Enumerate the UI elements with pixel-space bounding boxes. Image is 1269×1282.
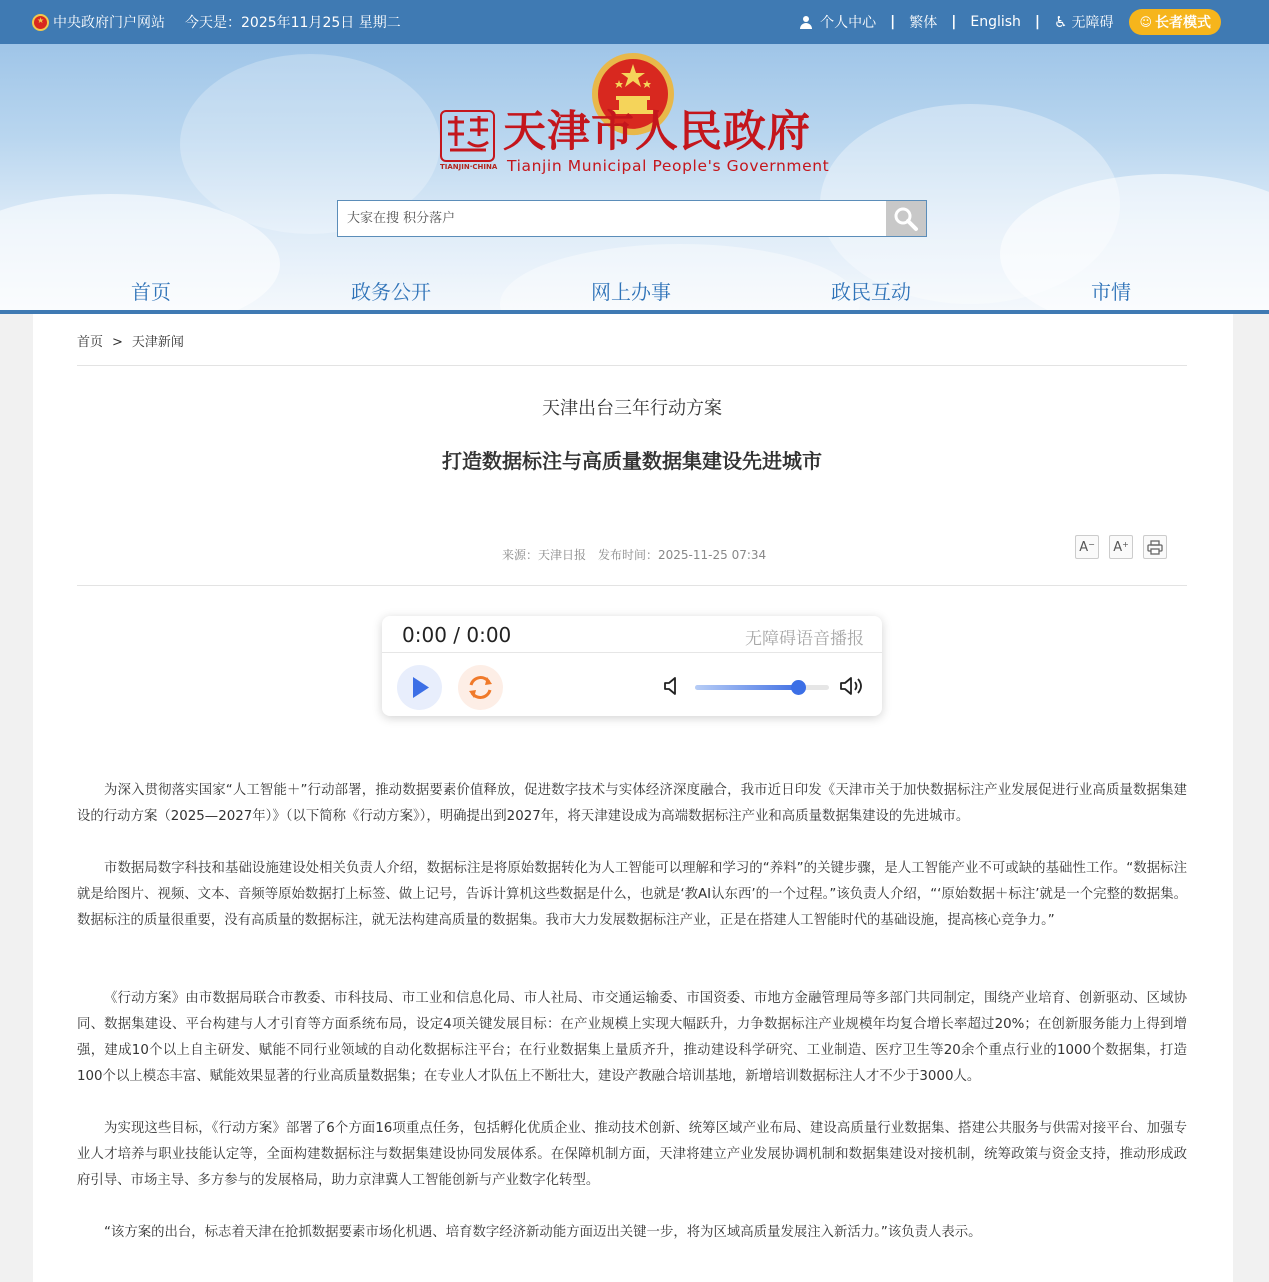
font-smaller-button[interactable] — [1075, 535, 1099, 559]
audio-player — [382, 616, 882, 716]
volume-high-icon[interactable] — [839, 675, 865, 697]
accessibility-icon: ♿ — [1054, 13, 1068, 31]
nav-gov-affairs[interactable]: 政务公开 — [351, 280, 431, 304]
nav-interaction[interactable]: 政民互动 — [831, 280, 911, 304]
accessibility-link[interactable]: 无障碍 — [1071, 15, 1114, 31]
play-icon — [397, 665, 442, 710]
traditional-chinese-link[interactable]: 繁体 — [909, 15, 938, 31]
player-divider — [382, 652, 882, 653]
font-smaller-sign: − — [1088, 539, 1095, 549]
article-subtitle: 天津出台三年行动方案 — [542, 398, 722, 419]
play-button[interactable] — [397, 665, 442, 710]
search-input[interactable] — [338, 201, 886, 236]
header-banner — [0, 44, 1269, 310]
user-icon — [800, 16, 812, 29]
search-icon — [893, 206, 919, 232]
volume-knob[interactable] — [791, 680, 806, 695]
print-icon — [1147, 540, 1163, 555]
elder-mode-button[interactable] — [1129, 9, 1221, 35]
nav-city-info[interactable]: 市情 — [1091, 280, 1131, 304]
replay-icon — [458, 665, 503, 710]
top-bar-right — [800, 0, 1221, 44]
separator: | — [1034, 14, 1041, 30]
site-title-en: Tianjin Municipal People's Government — [507, 157, 830, 175]
breadcrumb — [77, 331, 184, 350]
top-bar-left — [32, 0, 401, 44]
nav-home[interactable]: 首页 — [131, 280, 171, 304]
elder-icon: ☺ — [1139, 15, 1152, 29]
article-paragraph: 为深入贯彻落实国家“人工智能＋”行动部署，推动数据要素价值释放，促进数字技术与实体经济深度融合，我市近日印发《天津市关于加快数据标注产业发展促进行业高质量数据集建设的行动方案（2025—2027年）》（以下简称《行动方案》），明确提出到2027年，将天津建设成为高端数据标注产业和高质量数据集建设的先进城市。 — [77, 783, 1187, 824]
player-label: 无障碍语音播报 — [745, 629, 864, 649]
font-larger-button[interactable] — [1109, 535, 1133, 559]
font-larger-sign: + — [1122, 539, 1129, 549]
personal-center-link[interactable]: 个人中心 — [820, 15, 877, 31]
gov-emblem-icon — [32, 14, 49, 31]
article-meta — [502, 546, 766, 563]
tianjin-seal-icon — [440, 110, 495, 162]
separator: | — [951, 14, 957, 30]
search-button[interactable] — [886, 201, 926, 236]
article-title: 打造数据标注与高质量数据集建设先进城市 — [442, 449, 822, 473]
font-smaller-label: A — [1079, 539, 1089, 555]
volume-slider[interactable] — [695, 685, 829, 690]
breadcrumb-home[interactable]: 首页 — [77, 335, 104, 350]
article-paragraph: 市数据局数字科技和基础设施建设处相关负责人介绍，数据标注是将原始数据转化为人工智能可以理解和学习的“养料”的关键步骤，是人工智能产业不可或缺的基础性工作。“数据标注就是给图片、视频、文本、音频等原始数据打上标签、做上记号，告诉计算机这些数据是什么，也就是‘教AI认东西’的一个过程。”该负责人介绍，“‘原始数据＋标注’就是一个完整的数据集。数据标注的质量很重要，没有高质量的数据标注，就无法构建高质量的数据集。我市大力发展数据标注产业，正是在搭建人工智能时代的基础设施，提高核心竞争力。” — [77, 861, 1187, 928]
breadcrumb-current[interactable]: 天津新闻 — [131, 335, 184, 350]
article-date: 发布时间：2025-11-25 07:34 — [598, 548, 767, 562]
breadcrumb-separator: > — [112, 335, 123, 350]
separator: | — [890, 14, 896, 30]
article-source: 来源：天津日报 — [502, 548, 587, 562]
site-title-cn: 天津市人民政府 — [503, 107, 811, 157]
article-paragraph: “该方案的出台，标志着天津在抢抓数据要素市场化机遇、培育数字经济新动能方面迈出关键一步，将为区域高质量发展注入新活力。”该负责人表示。 — [104, 1225, 982, 1240]
print-button[interactable] — [1143, 535, 1167, 559]
divider — [77, 365, 1187, 366]
current-date: 今天是：2025年11月25日 星期二 — [185, 15, 401, 31]
english-link[interactable]: English — [970, 14, 1021, 30]
article-paragraph: 《行动方案》由市数据局联合市教委、市科技局、市工业和信息化局、市人社局、市交通运输委、市国资委、市地方金融管理局等多部门共同制定，围绕产业培育、创新驱动、区域协同、数据集建设、平台构建与人才引育等方面系统布局，设定4项关键发展目标：在产业规模上实现大幅跃升，力争数据标注产业规模年均复合增长率超过20%；在创新服务能力上得到增强，建成10个以上自主研发、赋能不同行业领域的自动化数据标注平台；在行业数据集上量质齐升，推动建设科学研究、工业制造、医疗卫生等20余个重点行业的1000个数据集，打造100个以上模态丰富、赋能效果显著的行业高质量数据集；在专业人才队伍上不断壮大，建设产教融合培训基地，新增培训数据标注人才不少于3000人。 — [77, 991, 1187, 1084]
replay-button[interactable] — [458, 665, 503, 710]
top-bar — [0, 0, 1269, 44]
nav-online-services[interactable]: 网上办事 — [591, 280, 671, 304]
divider — [77, 585, 1187, 586]
gov-portal-link[interactable]: 中央政府门户网站 — [53, 15, 165, 31]
elder-mode-label: 长者模式 — [1155, 15, 1211, 31]
seal-subtitle: TIANJIN·CHINA — [440, 163, 498, 171]
volume-fill — [695, 685, 798, 690]
volume-low-icon[interactable] — [663, 676, 681, 696]
search-box — [337, 200, 927, 237]
player-time: 0:00 / 0:00 — [402, 623, 512, 647]
cloud-decoration — [500, 244, 860, 310]
article-paragraph: 为实现这些目标，《行动方案》部署了6个方面16项重点任务，包括孵化优质企业、推动技术创新、统筹区域产业布局、建设高质量行业数据集、搭建公共服务与供需对接平台、加强专业人才培养与职业技能认定等，全面构建数据标注与数据集建设协同发展体系。在保障机制方面，天津将建立产业发展协调机制和数据集建设对接机制，统筹政策与资金支持，推动形成政府引导、市场主导、多方参与的发展格局，助力京津冀人工智能创新与产业数字化转型。 — [77, 1121, 1187, 1188]
font-larger-label: A — [1113, 539, 1123, 555]
